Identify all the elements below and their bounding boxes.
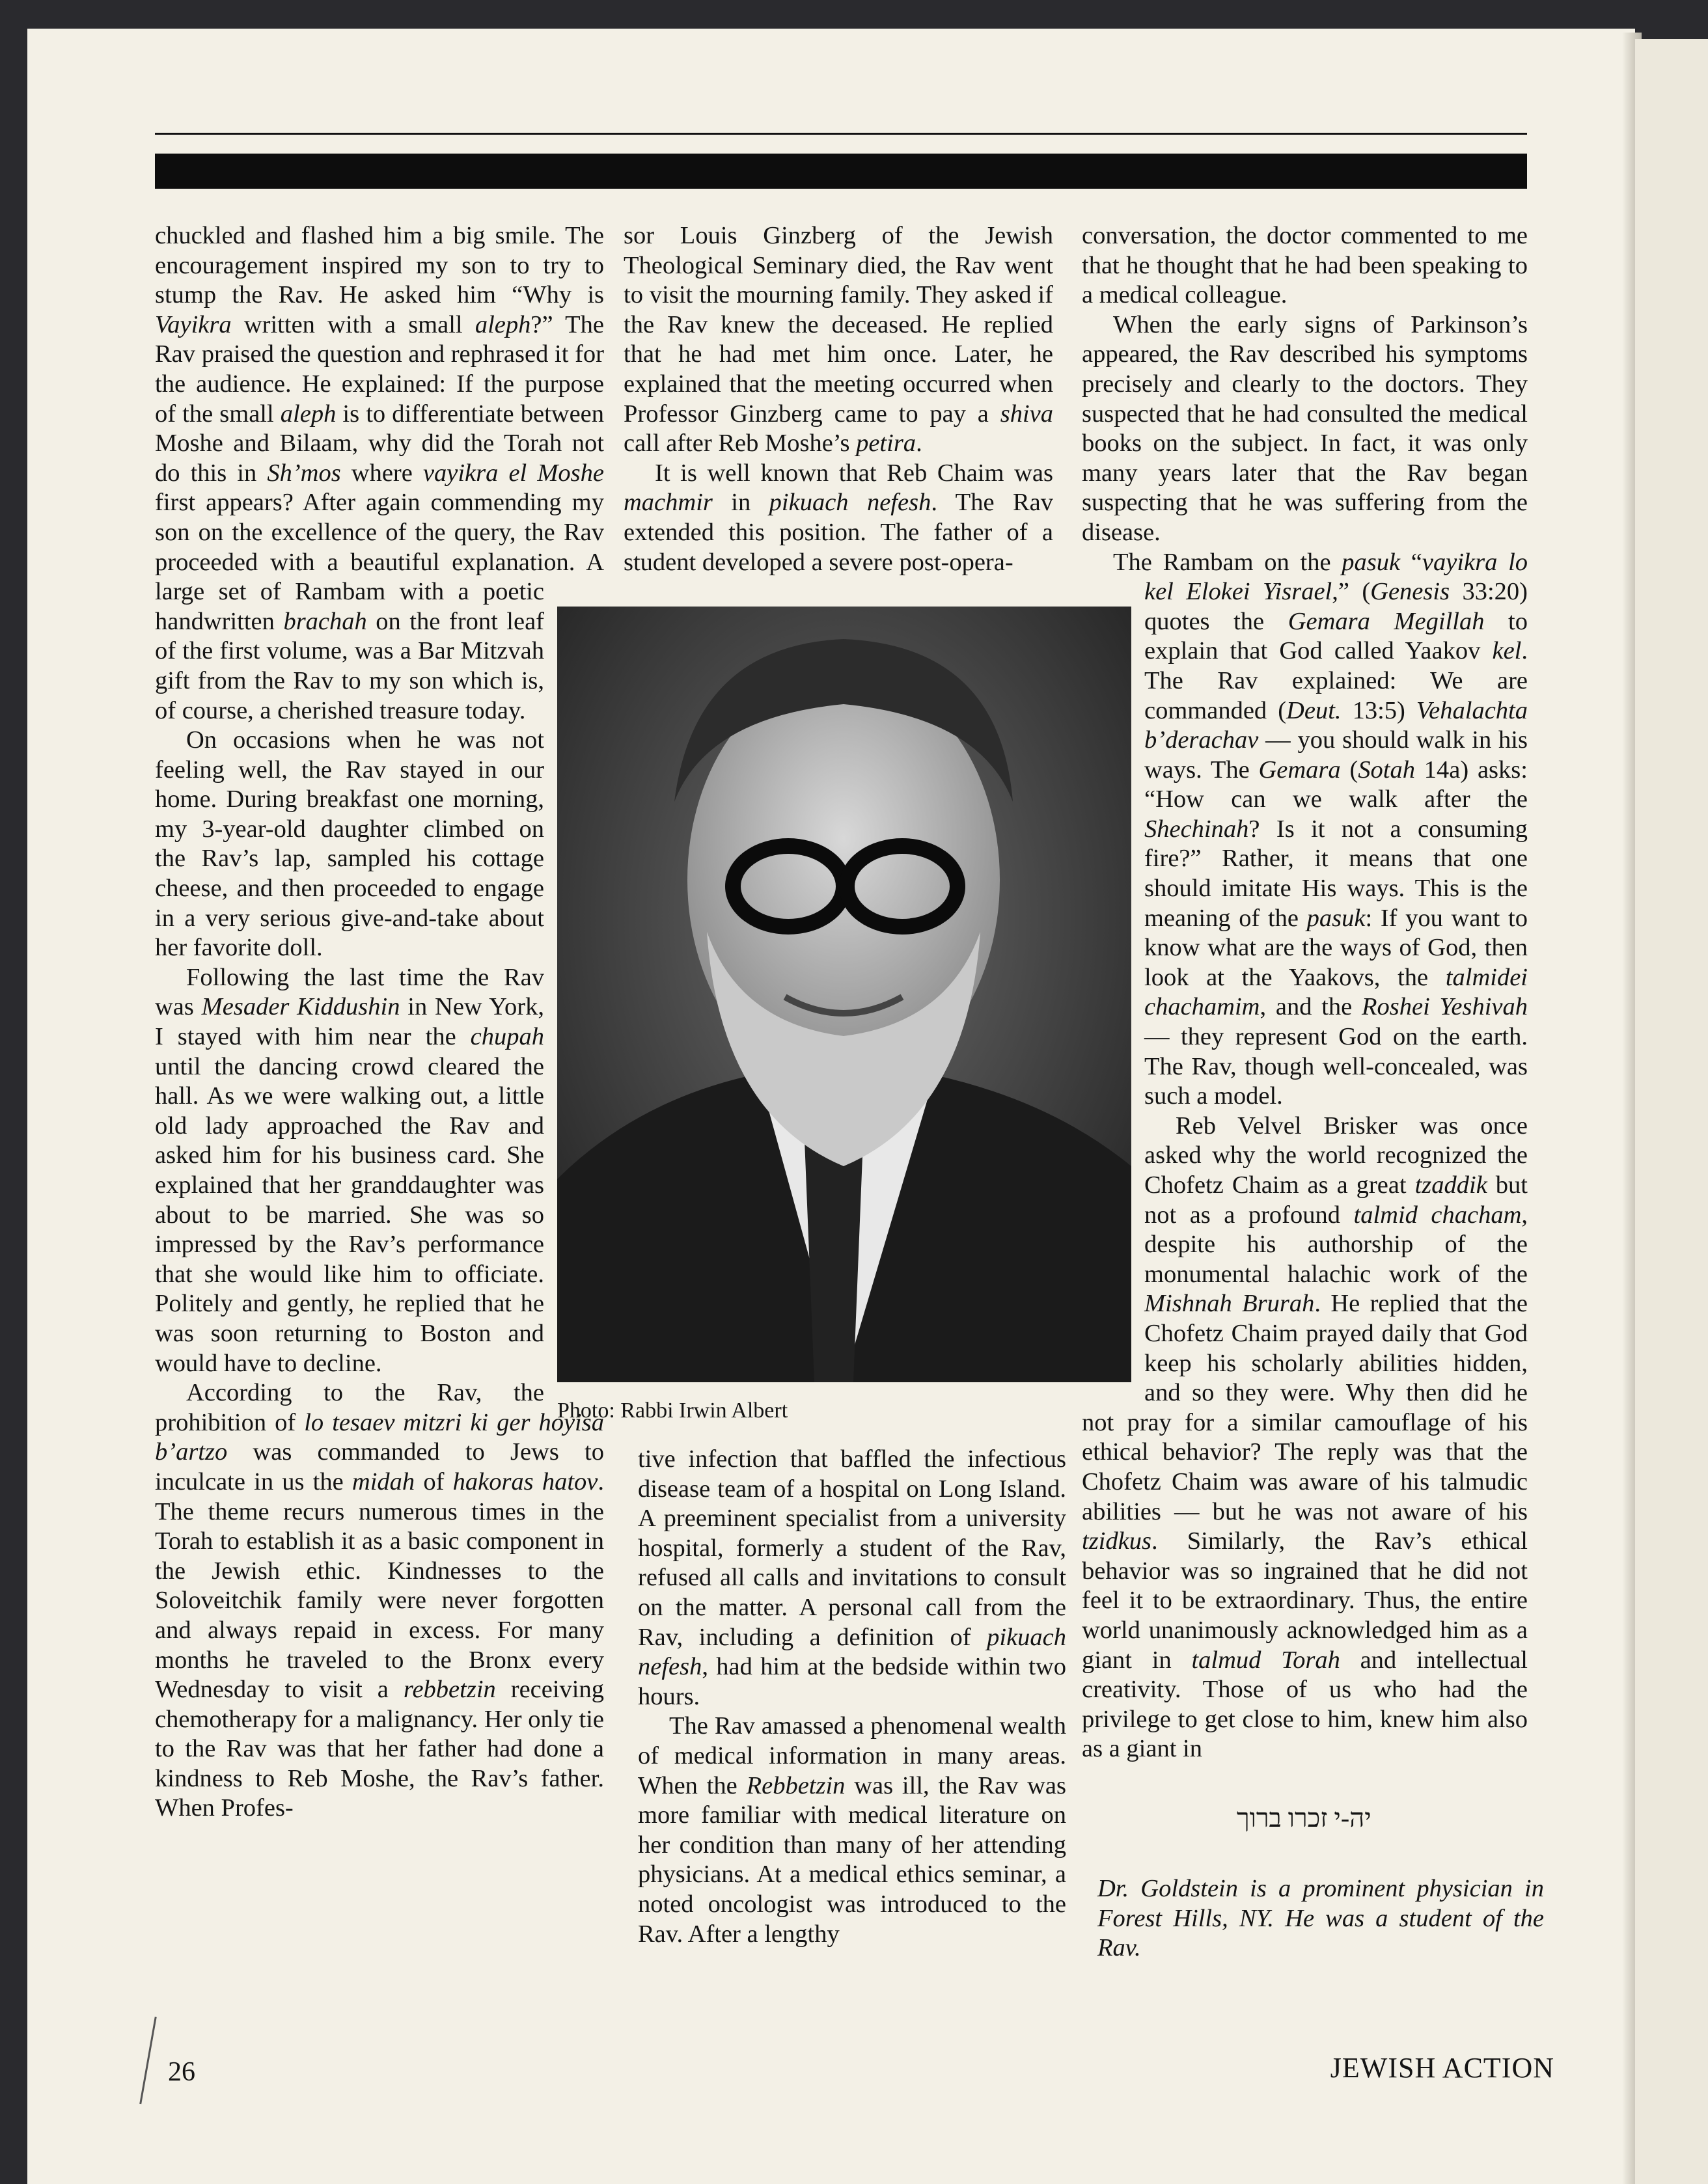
paragraph: Reb Velvel Brisker was once asked why the world recognized the Chofetz Chaim as a great tzaddik but not as a profound talmid chacham, despite his authorship of the monumental halachic work of the Mishnah Brurah. He replied that the Chofetz Chaim prayed daily that God keep his scholarly abilities hidden, and so they were. Why then did he not pray for a similar camouflage of his ethical behavior? The reply was that the Chofetz Chaim was aware of his talmudic abilities — but he was not aware of his tzidkus. Similarly, the Rav’s ethical behavior was so ingrained that he did not feel it to be extraordinary. Thus, the entire world unanimously acknowledged him as a giant in talmud Torah and intellectual creativity. Those of us who had the privilege to get close to him, knew him also as a giant in <box>1082 1112 1528 1763</box>
header-thin-rule <box>155 133 1527 135</box>
paragraph: tive infection that baffled the infectious disease team of a hospital on Long Island. A preeminent specialist from a university hospital, formerly a student of the Rav, refused all calls and invitations to consult on the matter. A personal call from the Rav, including a definition of pikuach nefesh, had him at the bedside within two hours. <box>638 1445 1066 1710</box>
paragraph: It is well known that Reb Chaim was machmir in pikuach nefesh. The Rav extended this position. The father of a student developed a severe post-opera- <box>624 459 1053 576</box>
page-number: 26 <box>168 2057 195 2087</box>
paragraph: According to the Rav, the prohibition of lo tesaev mitzri ki ger hoyisa b’artzo was commanded to Jews to inculcate in us the midah of hakoras hatov. The theme recurs numerous times in the Torah to establish it as a basic component in the Jewish ethic. Kindnesses to the Soloveitchik family were never forgotten and always repaid in excess. For many months he traveled to the Bronx every Wednesday to visit a rebbetzin receiving chemotherapy for a malignancy. Her only tie to the Rav was that her father had done a kindness to Reb Moshe, the Rav’s father. When Profes- <box>155 1379 605 1822</box>
paragraph: Following the last time the Rav was Mesader Kiddushin in New York, I stayed with him near the chupah until the dancing crowd cleared the hall. As we were walking out, a little old lady approached the Rav and asked him for his business card. She explained that her granddaughter was about to be married. She was so impressed by the Rav’s performance that she would like him to officiate. Politely and gently, he replied that he was soon returning to Boston and would have to decline. <box>155 963 544 1377</box>
header-black-bar <box>155 154 1527 189</box>
author-bio: Dr. Goldstein is a prominent physician in Forest Hills, NY. He was a student of the Rav. <box>1097 1875 1544 1962</box>
paragraph: When the early signs of Parkinson’s appeared, the Rav described his symptoms precisely and clearly to the doctors. They suspected that he had consulted the medical books on the subject. In fact, it was only many years later that the Rav began suspecting that he was suffering from the disease. <box>1082 310 1528 546</box>
magazine-name: JEWISH ACTION <box>1330 2052 1554 2084</box>
paragraph: On occasions when he was not feeling well, the Rav stayed in our home. During breakfast one morning, my 3-year-old daughter climbed on the Rav’s lap, sampled his cottage cheese, and then proceeded to engage in a very serious give-and-take about her favorite doll. <box>155 726 544 962</box>
article-column-2-top <box>624 221 1053 577</box>
photo-credit: Photo: Rabbi Irwin Albert <box>557 1399 788 1423</box>
paragraph: chuckled and flashed him a big smile. The encouragement inspired my son to try to stump the Rav. He asked him “Why is Vayikra written with a small aleph?” The Rav praised the question and rephrased it for the audience. He explained: If the purpose of the small aleph is to differentiate between Moshe and Bilaam, why did the Torah not do this in Sh’mos where vayikra el Moshe first appears? After again commending my son on the excellence of the query, the Rav proceeded with a beautiful explanation. A large set of Rambam with a poetic handwritten brachah on the front leaf of the first volume, was a Bar Mitzvah gift from the Rav to my son which is, of course, a cherished treasure today. <box>155 222 604 724</box>
paragraph: The Rambam on the pasuk “vayikra lo kel Elokei Yisrael,” (Genesis 33:20) quotes the Gemara Megillah to explain that God called Yaakov kel. The Rav explained: We are commanded (Deut. 13:5) Vehalachta b’derachav — you should walk in his ways. The Gemara (Sotah 14a) asks: “How can we walk after the Shechinah? Is it not a consuming fire?” Rather, it means that one should imitate His ways. This is the meaning of the pasuk: If you want to know what are the ways of God, then look at the Yaakovs, the talmidei chachamim, and the Roshei Yeshivah — they represent God on the earth. The Rav, though well-concealed, was such a model. <box>1113 548 1528 1110</box>
article-column-2-bottom <box>638 1445 1066 1949</box>
article-column-1 <box>155 221 604 1978</box>
paragraph: The Rav amassed a phenomenal wealth of medical information in many areas. When the Rebbetzin was ill, the Rav was more familiar with medical literature on her condition than many of her attending physicians. At a medical ethics seminar, a noted oncologist was introduced to the Rav. After a lengthy <box>638 1712 1066 1948</box>
paragraph: sor Louis Ginzberg of the Jewish Theological Seminary died, the Rav went to visit the mourning family. They asked if the Rav knew the deceased. He replied that he had met him once. Later, he explained that the meeting occurred when Professor Ginzberg came to pay a shiva call after Reb Moshe’s petira. <box>624 222 1053 457</box>
hebrew-memorial-line: יה-י זכרו ברוך <box>1237 1803 1371 1833</box>
facing-page-edge <box>1635 39 1708 2184</box>
portrait-photo <box>557 607 1131 1382</box>
article-column-3 <box>1082 221 1528 1991</box>
paragraph: conversation, the doctor commented to me that he thought that he had been speaking to a medical colleague. <box>1082 222 1528 309</box>
